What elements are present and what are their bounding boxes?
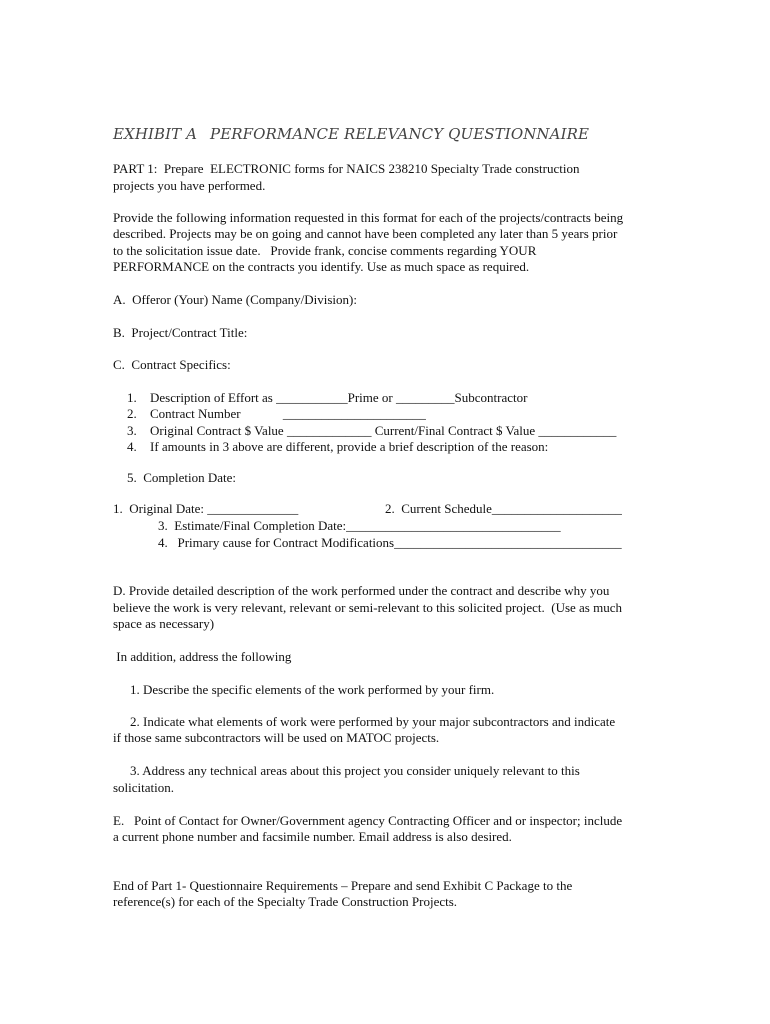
original-date: 1. Original Date: ______________ (113, 501, 299, 516)
section-d-line-3: space as necessary) (113, 616, 215, 631)
primary-cause-modifications: 4. Primary cause for Contract Modifications___________________________________ (158, 535, 622, 550)
c-item-2-num: 2. (127, 406, 137, 421)
title-exhibit: EXHIBIT A (113, 125, 198, 143)
part1-line-1: PART 1: Prepare ELECTRONIC forms for NAICS 238210 Specialty Trade construction (113, 161, 580, 176)
instructions-line-3: to the solicitation issue date. Provide frank, concise comments regarding YOUR (113, 243, 537, 258)
section-a: A. Offeror (Your) Name (Company/Division): (113, 292, 357, 307)
section-b: B. Project/Contract Title: (113, 325, 248, 340)
current-schedule: 2. Current Schedule____________________ (385, 501, 622, 516)
c-item-4-num: 4. (127, 439, 137, 454)
section-d-line-2: believe the work is very relevant, relevant or semi-relevant to this solicited project. (Use as much (113, 600, 622, 615)
section-e-line-2: a current phone number and facsimile number. Email address is also desired. (113, 829, 512, 844)
c-item-2-text: Contract Number ______________________ (150, 406, 426, 421)
end-part1-line-1: End of Part 1- Questionnaire Requirements – Prepare and send Exhibit C Package to the (113, 878, 573, 893)
c-item-4-text: If amounts in 3 above are different, provide a brief description of the reason: (150, 439, 549, 454)
section-c: C. Contract Specifics: (113, 357, 231, 372)
part1-line-2: projects you have performed. (113, 178, 266, 193)
d-item-1: 1. Describe the specific elements of the work performed by your firm. (130, 682, 495, 697)
page-title: PERFORMANCE RELEVANCY QUESTIONNAIRE (210, 125, 590, 143)
section-d-line-1: D. Provide detailed description of the work performed under the contract and describe why you (113, 583, 610, 598)
end-part1-line-2: reference(s) for each of the Specialty Trade Construction Projects. (113, 894, 458, 909)
d-item-2-line-1: 2. Indicate what elements of work were performed by your major subcontractors and indicate (130, 714, 616, 729)
c-item-1-text: Description of Effort as ___________Prime or _________Subcontractor (150, 390, 528, 405)
instructions-line-2: described. Projects may be on going and cannot have been completed any later than 5 years prior (113, 226, 618, 241)
c-item-1-num: 1. (127, 390, 137, 405)
d-item-3-line-2: solicitation. (113, 780, 175, 795)
c-item-3-text: Original Contract $ Value _____________ Current/Final Contract $ Value ____________ (150, 423, 617, 438)
instructions-line-4: PERFORMANCE on the contracts you identify. Use as much space as required. (113, 259, 530, 274)
c-item-3-num: 3. (127, 423, 137, 438)
in-addition: In addition, address the following (113, 649, 292, 664)
d-item-3-line-1: 3. Address any technical areas about this project you consider uniquely relevant to this (130, 763, 580, 778)
instructions-line-1: Provide the following information requested in this format for each of the projects/contracts being (113, 210, 624, 225)
completion-date: 5. Completion Date: (127, 470, 237, 485)
d-item-2-line-2: if those same subcontractors will be used on MATOC projects. (113, 730, 440, 745)
estimate-final-completion-date: 3. Estimate/Final Completion Date:_________________________________ (158, 518, 561, 533)
section-e-line-1: E. Point of Contact for Owner/Government agency Contracting Officer and or inspector; include (113, 813, 623, 828)
